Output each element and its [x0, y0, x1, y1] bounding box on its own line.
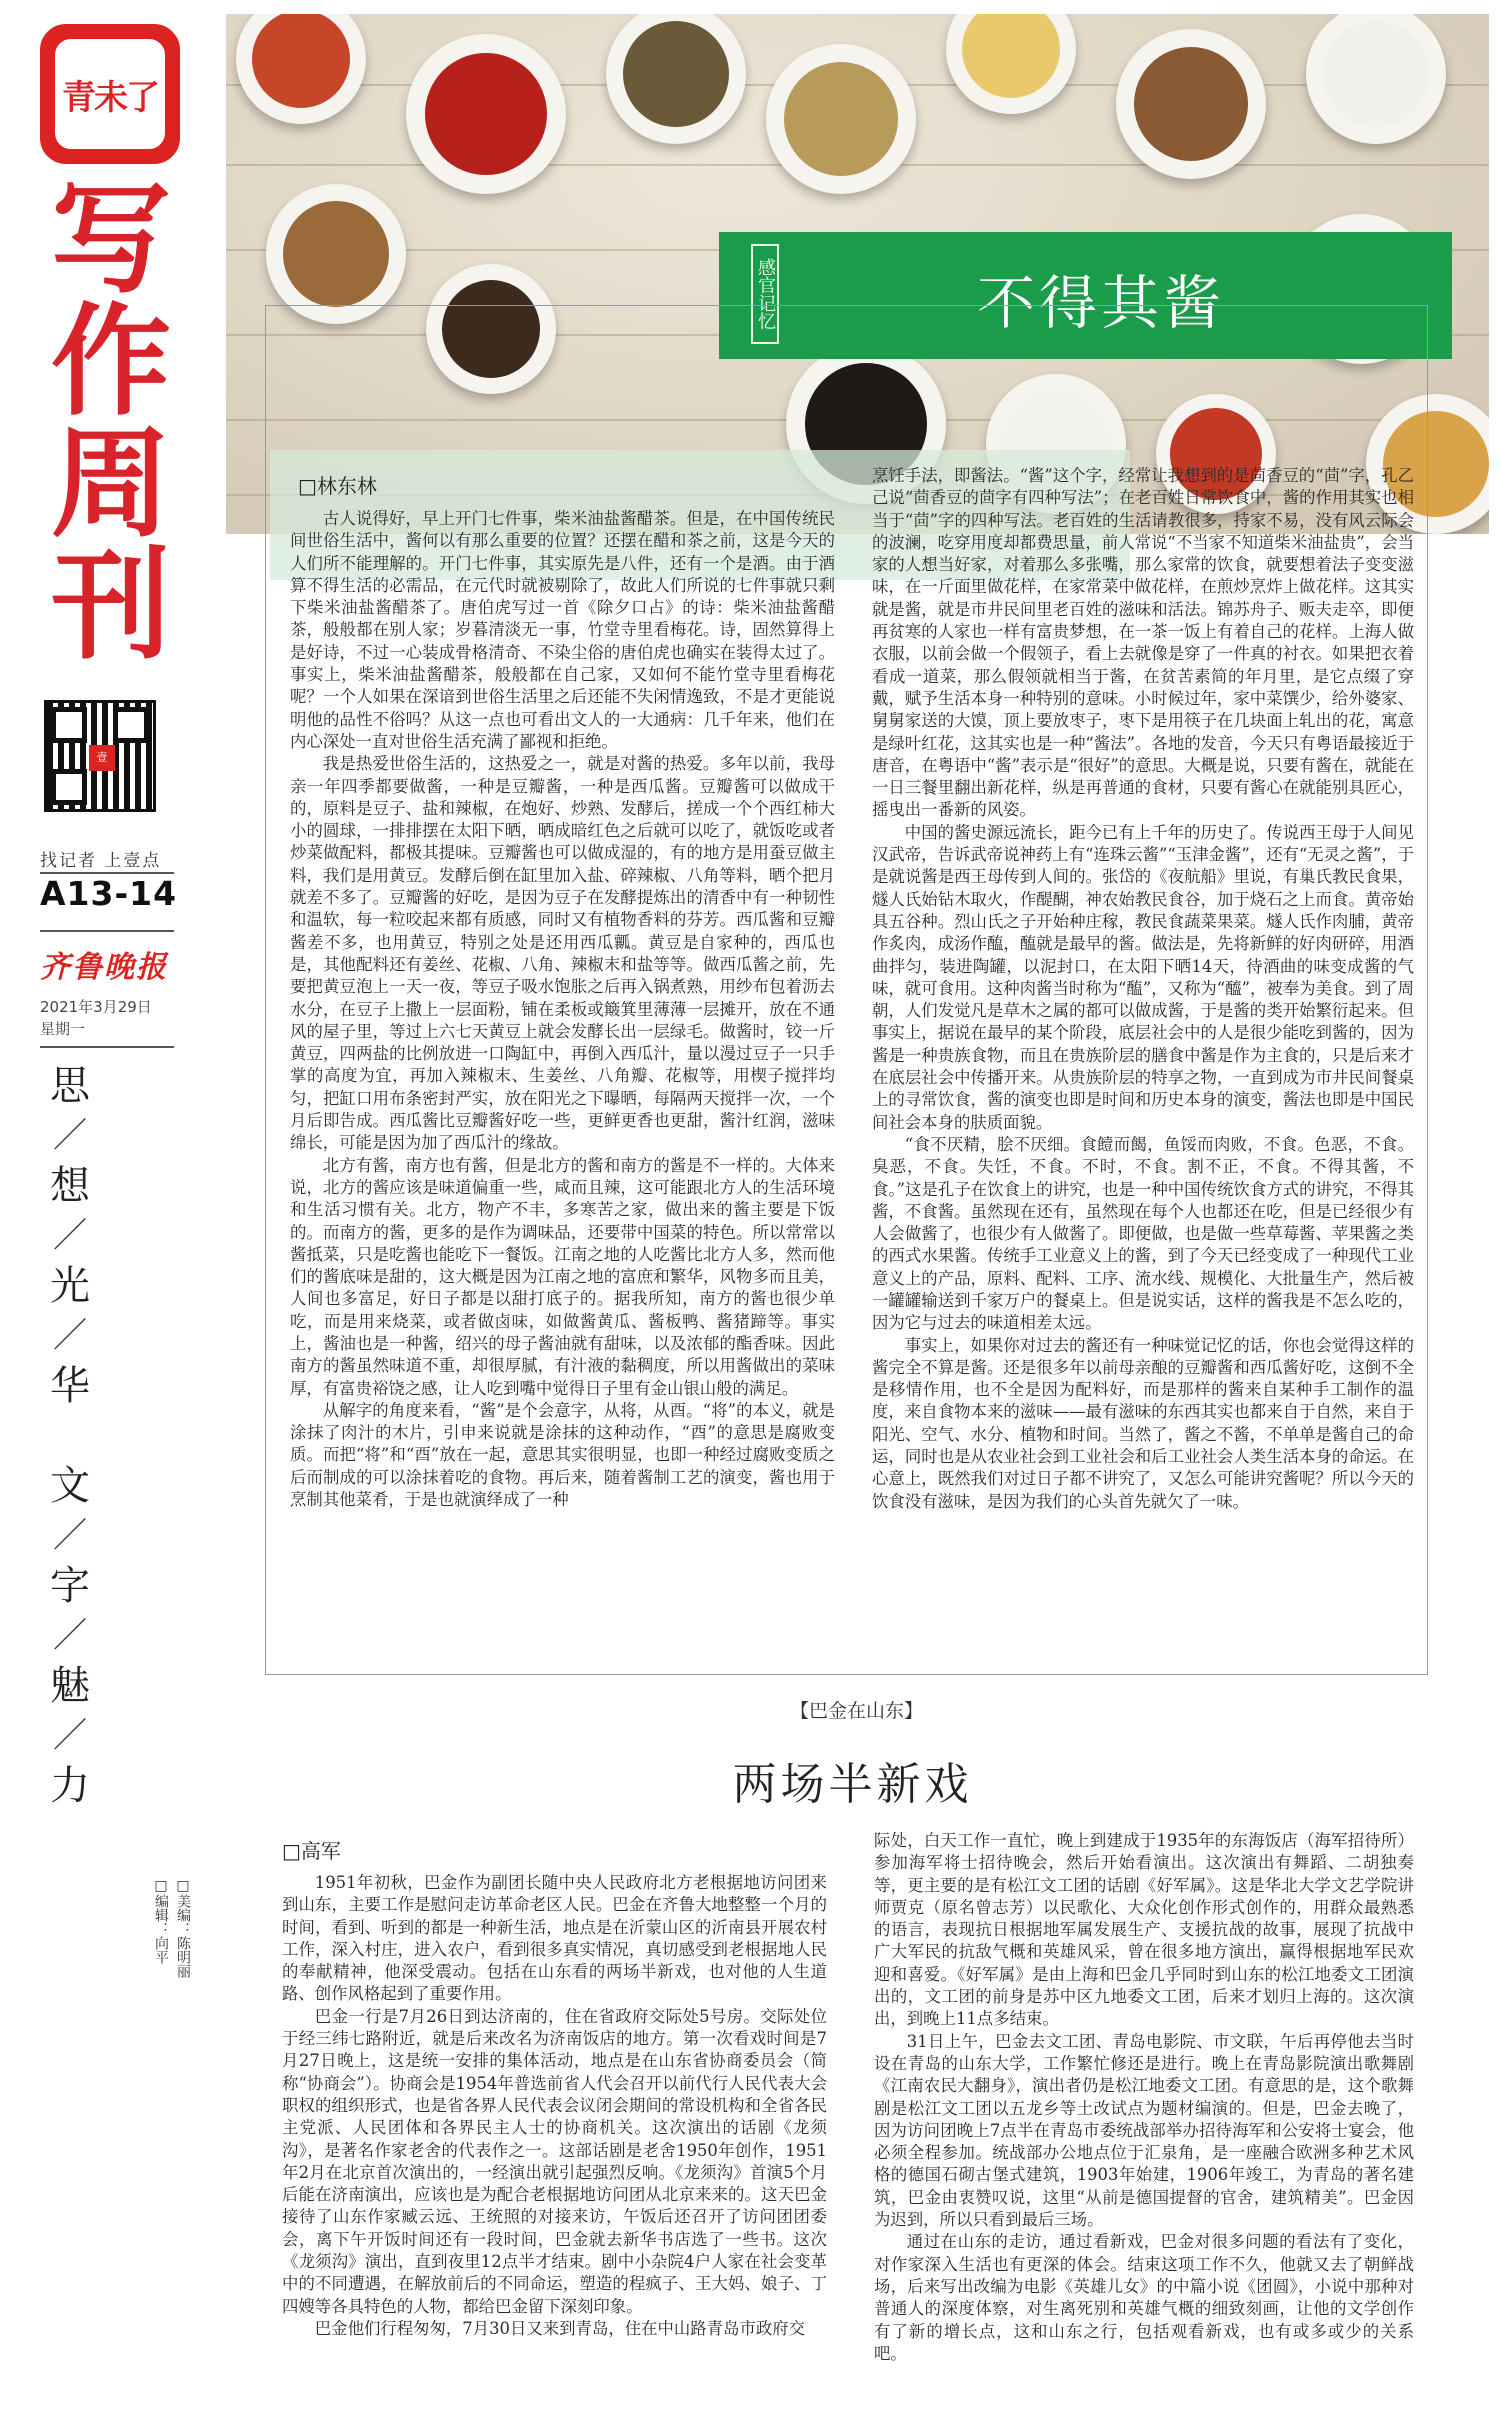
slogan-separator: ／	[53, 1616, 87, 1656]
divider	[40, 1046, 174, 1048]
spice-bowl-icon	[236, 14, 366, 124]
article-byline: □高军	[282, 1839, 341, 1863]
spice-bowl-icon	[1116, 29, 1266, 179]
slogan-separator: ／	[53, 1116, 87, 1156]
brand-logo-text: 青未了	[62, 77, 158, 118]
slogan-separator: ／	[53, 1316, 87, 1356]
article-column-right	[874, 1830, 1414, 2398]
divider	[40, 930, 174, 932]
slogan-char: 思	[50, 1063, 90, 1109]
newspaper-name: 齐鲁晚报	[40, 950, 168, 985]
spice-bowl-icon	[766, 44, 916, 194]
column-tag: 感官记忆	[751, 244, 779, 344]
slogan-separator: ／	[53, 1516, 87, 1556]
slogan-char: 力	[50, 1763, 90, 1809]
slogan-char: 字	[50, 1563, 90, 1609]
section-title-char: 写	[51, 171, 171, 310]
article-paragraph: 事实上，如果你对过去的酱还有一种味觉记忆的话，你也会觉得这样的酱完全不算是酱。还是很多年以前母亲酿的豆瓣酱和西瓜酱好吃，这倒不全是移情作用，也不全是因为配料好，而是那样的酱来自某种手工制作的温度，来自食物本来的滋味——最有滋味的东西其实也都来自于自然，来自于阳光、空气、水分、植物和时间。当然了，酱之不酱，不单单是酱自己的命运，同时也是从农业社会到工业社会和后工业社会人类生活本身的命运。在心意上，既然我们对过日子都不讲究了，又怎么可能讲究酱呢？所以今天的饮食没有滋味，是因为我们的心头首先就欠了一味。	[872, 1335, 1414, 1511]
page-range: A13-14	[40, 874, 178, 913]
article-column-left	[282, 1872, 827, 2397]
publication-weekday: 星期一	[40, 1020, 86, 1038]
article-paragraph: 通过在山东的走访，通过看新戏，巴金对很多问题的看法有了变化，对作家深入生活也有更深的体会。结束这项工作不久，他就又去了朝鲜战场，后来写出改编为电影《英雄儿女》的中篇小说《团圆》，小说中那种对普通人的深度体察，对生离死别和英雄气概的细致刻画，让他的文学创作有了新的增长点，这和山东之行，包括观看新戏，也有或多或少的关系吧。	[874, 2232, 1414, 2363]
slogan	[40, 1056, 100, 1816]
publication-date: 2021年3月29日	[40, 998, 152, 1016]
article-paragraph: 从解字的角度来看，“酱”是个会意字，从将，从酉。“将”的本义，就是涂抹了肉汁的木片，引申来说就是涂抹的这种动作，“酉”的意思是腐败变质。而把“将”和“酉”放在一起，意思其实很明显，也即一种经过腐败变质之后而制成的可以涂抹着吃的食物。再后来，随着酱制工艺的演变，酱也用于烹制其他菜肴，于是也就演绎成了一种	[290, 1400, 835, 1510]
brand-logo	[40, 24, 180, 164]
slogan-char: 魅	[50, 1663, 90, 1709]
section-title-char: 刊	[51, 537, 171, 676]
qr-code[interactable]	[44, 700, 156, 812]
article-paragraph: 31日上午，巴金去文工团、青岛电影院、市文联，午后再停他去当时设在青岛的山东大学，工作繁忙修还是进行。晚上在青岛影院演出歌舞剧《江南农民大翻身》，演出者仍是松江地委文工团。有意思的是，这个歌舞剧是松江文工团以五龙乡等土改试点为题材编演的。但是，巴金去晚了，因为访问团晚上7点半在青岛市委统战部举办招待海军和公安将士宴会，他必须全程参加。统战部办公地点位于汇泉角，是一座融合欧洲多种艺术风格的德国石砌古堡式建筑，1903年始建，1906年竣工，为青岛的著名建筑，巴金由衷赞叹说，这里“从前是德国提督的官舍，建筑精美”。巴金因为迟到，所以只看到最后三场。	[874, 2031, 1414, 2230]
article-paragraph: “食不厌精，脍不厌细。食饐而餲，鱼馁而肉败，不食。色恶，不食。臭恶，不食。失饪，不食。不时，不食。割不正，不食。不得其酱，不食。”这是孔子在饮食上的讲究，也是一种中国传统饮食方式的讲究，不得其酱，不食酱。虽然现在还有，虽然现在每个人也都还在吃，但是已经很少有人会做酱了，也很少有人做酱了。即便做，也是做一些草莓酱、苹果酱之类的西式水果酱。传统手工业意义上的酱，到了今天已经变成了一种现代工业意义上的产品，原料、配料、工序、流水线、规模化、大批量生产，然后被一罐罐输送到千家万户的餐桌上。但是说实话，这样的酱我是不怎么吃的，因为它与过去的味道相差太远。	[872, 1134, 1414, 1333]
spice-bowl-icon	[1306, 14, 1446, 144]
section-title-char: 作	[51, 293, 171, 432]
article-paragraph: 巴金一行是7月26日到达济南的，住在省政府交际处5号房。交际处位于经三纬七路附近，就是后来改名为济南饭店的地方。第一次看戏时间是7月27日晚上，这是统一安排的集体活动，地点是在山东省协商委员会（简称“协商会”）。协商会是1954年普选前省人代会召开以前代行人民代表大会职权的组织形式，也是省各界人民代表会议闭会期间的常设机构和全省各民主党派、人民团体和各界民主人士的协商机关。这次演出的话剧《龙须沟》，是著名作家老舍的代表作之一。这部话剧是老舍1950年创作，1951年2月在北京首次演出的，一经演出就引起强烈反响。《龙须沟》首演5个月后能在济南演出，应该也是为配合老根据地访问团从北京来来的。这天巴金接待了山东作家臧云远、王统照的对接来访，午饭后还召开了访问团团委会，离下午开饭时间还有一段时间，巴金就去新华书店选了一些书。这次《龙须沟》演出，直到夜里12点半才结束。剧中小杂院4户人家在社会变革中的不同遭遇，在解放前后的不同命运，塑造的程疯子、王大妈、娘子、丁四嫂等各具特色的人物，都给巴金留下深刻印象。	[282, 2006, 827, 2316]
article-paragraph: 巴金他们行程匆匆，7月30日又来到青岛，住在中山路青岛市政府交	[314, 2318, 806, 2338]
slogan-separator: ／	[53, 1216, 87, 1256]
qr-center-logo: 壹	[89, 745, 115, 771]
article-paragraph: 际处，白天工作一直忙，晚上到建成于1935年的东海饭店（海军招待所）参加海军将士招待晚会，然后开始看演出。这次演出有舞蹈、二胡独奏等，更主要的是有松江文工团的话剧《好军属》。这是华北大学文艺学院讲师贾克（原名曾志芳）以民歌化、大众化创作形式创作的，用群众最熟悉的语言，表现抗日根据地军属发展生产、支援抗战的故事，展现了抗战中广大军民的抗敌气概和英雄风采，曾在很多地方演出，赢得根据地军民欢迎和喜爱。《好军属》是由上海和巴金几乎同时到山东的松江地委文工团演出的，文工团的前身是苏中区九地委文工团，后来才划归上海的。这次演出，到晚上11点多结束。	[874, 1831, 1414, 2029]
article-paragraph: 古人说得好，早上开门七件事，柴米油盐酱醋茶。但是，在中国传统民间世俗生活中，酱何以有那么重要的位置？还摆在醋和茶之前，这是今天的人们所不能理解的。开门七件事，其实原先是八件，还有一个是酒。由于酒算不得生活的必需品，在元代时就被剔除了，故此人们所说的七件事就只剩下柴米油盐酱醋茶了。唐伯虎写过一首《除夕口占》的诗：柴米油盐酱醋茶，般般都在别人家；岁暮清淡无一事，竹堂寺里看梅花。诗，固然算得上是好诗，不过一心装成骨格清奇、不染尘俗的唐伯虎也确实在装得太过了。事实上，柴米油盐酱醋茶，般般都在自己家，又如何不能竹堂寺里看梅花呢？一个人如果在深谙到世俗生活里之后还能不失闲情逸致，不是才更能说明他的品性不俗吗？从这一点也可看出文人的一大通病：几千年来，他们在内心深处一直对世俗生活充满了鄙视和拒绝。	[290, 509, 835, 751]
article-paragraph: 1951年初秋，巴金作为副团长随中央人民政府北方老根据地访问团来到山东，主要工作是慰问走访革命老区人民。巴金在齐鲁大地整整一个月的时间，看到、听到的都是一种新生活，地点是在沂蒙山区的沂南县开展农村工作，深入村庄，进入农户，看到很多真实情况，真切感受到老根据地人民的奉献精神，他深受震动。包括在山东看的两场半新戏，也对他的人生道路、创作风格起到了重要作用。	[282, 1873, 827, 2004]
article-headline: 不得其酱	[977, 269, 1226, 337]
article-paragraph: 北方有酱，南方也有酱，但是北方的酱和南方的酱是不一样的。大体来说，北方的酱应该是味道偏重一些，咸而且辣，这可能跟北方人的生活环境和生活习惯有关。北方，物产不丰，多寒苦之家，做出来的酱主要是下饭的。而南方的酱，更多的是作为调味品，还要带中国菜的特色。所以常常以酱抵菜，只是吃酱也能吃下一餐饭。江南之地的人吃酱比北方人多，然而他们的酱底味是甜的，这大概是因为江南之地的富庶和繁华，风物多而且美，人间也多富足，好日子都是以甜打底子的。据我所知，南方的酱也很少单吃，而是用来烧菜，或者做卤味，如做酱黄瓜、酱板鸭、酱猪蹄等。事实上，酱油也是一种酱，绍兴的母子酱油就有甜味，以及浓郁的酯香味。因此南方的酱虽然味道不重，却很厚腻，有汁液的黏稠度，所以用酱做出的菜味厚，有富贵裕饶之感，让人吃到嘴中觉得日子里有金山银山般的满足。	[290, 1155, 835, 1398]
spice-bowl-icon	[266, 184, 406, 324]
slogan-char: 文	[50, 1463, 90, 1509]
slogan-char: 想	[50, 1163, 90, 1209]
column-tag: 【巴金在山东】	[790, 1700, 924, 1722]
article-byline: □林东林	[298, 474, 377, 498]
article-paragraph: 我是热爱世俗生活的，这热爱之一，就是对酱的热爱。多年以前，我母亲一年四季都要做酱，一种是豆瓣酱，一种是西瓜酱。豆瓣酱可以做成干的，原料是豆子、盐和辣椒，在炮好、炒熟、发酵后，搓成一个个西红柿大小的圆球，一排排摆在太阳下晒，晒成暗红色之后就可以吃了，就饭吃或者炒菜做配料，都极其提味。豆瓣酱也可以做成湿的，有的地方是用蚕豆做主料，我们是用黄豆。发酵后倒在缸里加入盐、碎辣椒、八角等料，晒个把月就差不多了。豆瓣酱的好吃，是因为豆子在发酵提炼出的清香中有一种韧性和温软，每一粒咬起来都有质感，同时又有植物香料的芬芳。西瓜酱和豆瓣酱差不多，也用黄豆，特别之处是还用西瓜瓤。黄豆是自家种的，西瓜也是，其他配料还有姜丝、花椒、八角、辣椒末和盐等等。做西瓜酱之前，先要把黄豆泡上一天一夜，等豆子吸水饱胀之后再入锅煮熟，用纱布包着沥去水分，在豆子上撒上一层面粉，铺在柔板或簸箕里薄薄一层摊开，放在不通风的屋子里，等过上六七天黄豆上就会发酵长出一层绿毛。做酱时，铰一斤黄豆，四两盐的比例放进一口陶缸中，再倒入西瓜汁，量以漫过豆子一只手掌的高度为宜，再加入辣椒末、生姜丝、八角瓣、花椒等，用楔子搅拌均匀，把缸口用布条密封严实，放在阳光之下曝晒，每隔两天搅拌一次，一个月后即告成。西瓜酱比豆瓣酱好吃一些，更鲜更香也更甜，酱汁红润，滋味绵长，可能是因为加了西瓜汁的缘故。	[290, 754, 835, 1153]
spice-bowl-icon	[606, 14, 746, 144]
credit-designer: □美编：陈明丽	[175, 1878, 191, 1978]
section-title	[36, 171, 186, 676]
spice-bowl-icon	[946, 14, 1076, 114]
masthead	[0, 0, 205, 2414]
credit-editor: □编辑：向平	[153, 1878, 169, 1964]
spice-bowl-icon	[406, 34, 566, 194]
article-column-left	[290, 508, 835, 1663]
slogan-separator: ／	[53, 1716, 87, 1756]
slogan-char: 光	[50, 1263, 90, 1309]
qr-caption: 找记者 上壹点	[40, 851, 162, 871]
section-title-char: 周	[51, 415, 171, 554]
editor-credits	[152, 1878, 192, 1978]
article-headline: 两场半新戏	[732, 1759, 973, 1810]
slogan-char: 华	[50, 1363, 90, 1409]
article-paragraph: 烹饪手法，即酱法。“酱”这个字，经常让我想到的是茴香豆的“茴”字，孔乙己说“茴香豆的茴字有四种写法”；在老百姓日常饮食中，酱的作用其实也相当于“茴”字的四种写法。老百姓的生活请教很多，持家不易，没有风云际会的波澜，吃穿用度却都费思量，前人常说“不当家不知道柴米油盐贵”，会当家的人想当好家，对着那么多张嘴，那么家常的饮食，就要想着法子变变滋味，在一斤面里做花样，在家常菜中做花样，在煎炒烹炸上做花样。这其实就是酱，就是市井民间里老百姓的滋味和活法。锦苏舟子、贩夫走卒，即便再贫寒的人家也一样有富贵梦想，在一茶一饭上有着自己的花样。上海人做衣服，以前会做一个假领子，看上去就像是穿了一件真的衬衣。如果把衣着看成一道菜，那么假领就相当于酱，在贫苦素简的年月里，是它点缀了穿戴，赋予生活本身一种特别的意味。小时候过年，家中菜馔少，给外婆家、舅舅家送的大馍，顶上要放枣子，枣下是用筷子在几块面上轧出的花，寓意是绿叶红花，这其实也是一种“酱法”。各地的发音，今天只有粤语最接近于唐音，在粤语中“酱”表示是“很好”的意思。大概是说，只要有酱在，就能在一日三餐里翻出新花样，纵是再普通的食材，只要有酱心在就能别具匠心，摇曳出一番新的风姿。	[872, 466, 1414, 820]
article-column-right	[872, 465, 1414, 1663]
article-paragraph: 中国的酱史源远流长，距今已有上千年的历史了。传说西王母于人间见汉武帝，告诉武帝说神药上有“连珠云酱”“玉津金酱”，还有“无灵之酱”，于是就说酱是西王母传到人间的。张岱的《夜航船》里说，有巢氏教民食果，燧人氏始钻木取火，作醍醐，神农始教民食谷，加于烧石之上而食。黄帝始具五谷种。烈山氏之子开始种庄稼，教民食蔬菜果菜。燧人氏作肉脯，黄帝作炙肉，成汤作醢，醢就是最早的酱。做法是，先将新鲜的好肉研碎，用酒曲拌匀，装进陶罐，以泥封口，在太阳下晒14天，待酒曲的味变成酱的气味，就可食用。这种肉酱当时称为“醢”，又称为“醯”，被奉为美食。到了周朝，人们发觉凡是草木之属的都可以做成酱，于是酱的类开始繁衍起来。但事实上，据说在最早的某个阶段，底层社会中的人是很少能吃到酱的，因为酱是一种贵族食物，而且在贵族阶层的膳食中酱是作为主食的，只是后来才在底层社会中传播开来。从贵族阶层的特享之物，一直到成为市井民间餐桌上的寻常饮食，酱的演变也即是时间和历史本身的演变，酱法也即是中国民间社会本身的肤质面貌。	[872, 822, 1414, 1132]
